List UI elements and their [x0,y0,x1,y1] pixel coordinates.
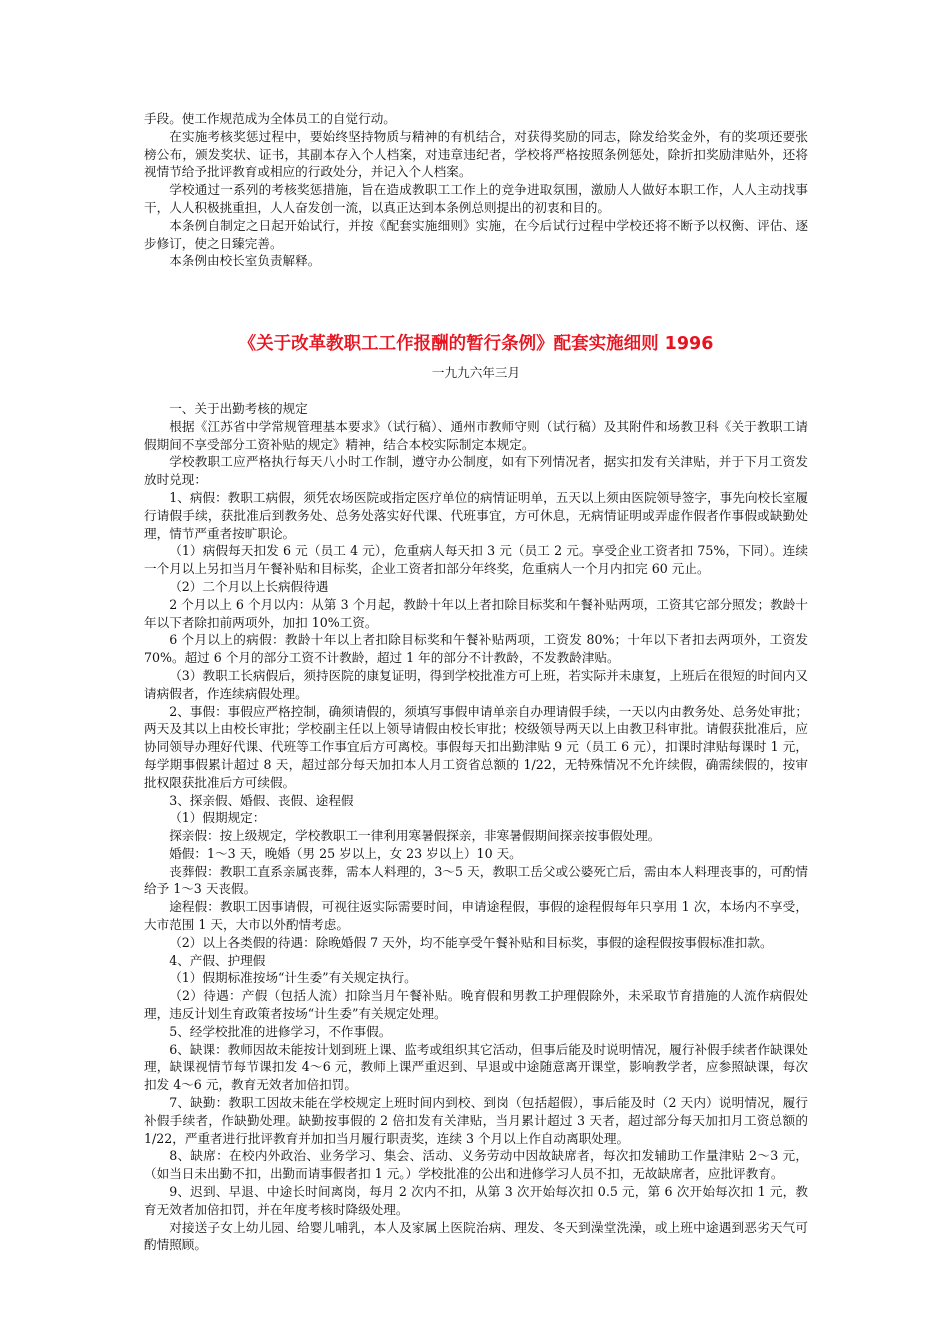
document-date: 一九九六年三月 [431,365,521,381]
paragraph: 6、缺课：教师因故未能按计划到班上课、监考或组织其它活动，但事后能及时说明情况，履行补假手续者作缺课处理，缺课视情节每节课扣发 4～6 元，教师上课严重迟到、早退或中途随意离开课堂，影响教学者，应参照缺课，每次扣发 4～6 元，教育无效者加倍扣罚。 [144,1041,808,1093]
body-section [144,400,808,1254]
paragraph: 途程假：教职工因事请假，可视往返实际需要时间，申请途程假，事假的途程假每年只享用 1 次，本场内不享受，大市范围 1 天，大市以外酌情考虑。 [144,899,808,933]
paragraph: （1）病假每天扣发 6 元（员工 4 元），危重病人每天扣 3 元（员工 2 元。享受企业工资者扣 75%，下同）。连续一个月以上另扣当月午餐补贴和目标奖，企业工资者扣部分年终奖，危重病人一个月内扣完 60 元止。 [144,543,808,577]
paragraph: 8、缺席：在校内外政治、业务学习、集会、活动、义务劳动中因故缺席者，每次扣发辅助工作量津贴 2～3 元，（如当日未出勤不扣，出勤而请事假者扣 1 元。）学校批准的公出和进修学习人员不扣，无故缺席者，应批评教育。 [144,1148,808,1182]
paragraph: （3）教职工长病假后，须持医院的康复证明，得到学校批准方可上班，若实际并未康复，上班后在很短的时间内又请病假者，作连续病假处理。 [144,667,808,701]
paragraph: 对接送子女上幼儿园、给婴儿哺乳，本人及家属上医院治病、理发、冬天到澡堂洗澡，或上班中途遇到恶劣天气可酌情照顾。 [144,1219,808,1253]
paragraph: 6 个月以上的病假：教龄十年以上者扣除目标奖和午餐补贴两项，工资发 80%；十年以下者扣去两项外，工资发 70%。超过 6 个月的部分工资不计教龄，超过 1 年的部分不计教龄，不发教龄津贴。 [144,632,808,666]
paragraph: 丧葬假：教职工直系亲属丧葬，需本人料理的，3～5 天，教职工岳父或公婆死亡后，需由本人料理丧事的，可酌情给予 1～3 天丧假。 [144,863,808,897]
paragraph: 9、迟到、早退、中途长时间离岗，每月 2 次内不扣，从第 3 次开始每次扣 0.5 元，第 6 次开始每次扣 1 元，教育无效者加倍扣罚，并在年度考核时降级处理。 [144,1184,808,1217]
paragraph: 1、病假：教职工病假，须凭农场医院或指定医疗单位的病情证明单，五天以上须由医院领导签字，事先向校长室履行请假手续，获批准后到教务处、总务处落实好代课、代班事宜，方可休息，无病情证明或弄虚作假者作事假或缺勤处理，情节严重者按旷职论。 [144,489,808,541]
paragraph: （2）以上各类假的待遇：除晚婚假 7 天外，均不能享受午餐补贴和目标奖，事假的途程假按事假标准扣款。 [169,934,773,950]
paragraph: 探亲假：按上级规定，学校教职工一律利用寒暑假探亲，非寒暑假期间探亲按事假处理。 [169,828,661,844]
paragraph: 学校教职工应严格执行每天八小时工作制，遵守办公制度，如有下列情况者，据实扣发有关津贴，并于下月工资发放时兑现： [144,454,808,488]
paragraph: （2）待遇：产假（包括人流）扣除当月午餐补贴。晚育假和男教工护理假除外，未采取节育措施的人流作病假处理，违反计划生育政策者按场“计生委”有关规定处理。 [144,988,808,1022]
intro-section [144,110,808,270]
paragraph: 3、探亲假、婚假、丧假、途程假 [169,792,354,808]
paragraph: （1）假期规定： [169,810,266,826]
document-page [144,110,808,1254]
paragraph: （2）二个月以上长病假待遇 [169,578,329,594]
paragraph: 2、事假：事假应严格控制，确须请假的，须填写事假申请单亲自办理请假手续，一天以内由教务处、总务处审批；两天及其以上由校长审批；学校副主任以上领导请假由校长审批；校级领导两天以上由教卫科审批。请假获批准后，应协同领导办理好代课、代班等工作事宜后方可离校。事假每天扣出勤津贴 9 元（员工 6 元），扣课时津贴每课时 1 元，每学期事假累计超过 8 天，超过部分每天加扣本人月工资省总额的 1/22，无特殊情况不允许续假，确需续假的，按审批权限获批准后方可续假。 [144,703,808,790]
paragraph: 学校通过一系列的考核奖惩措施，旨在造成教职工工作上的竞争进取氛围，激励人人做好本职工作，人人主动找事干，人人积极挑重担，人人奋发创一流，以真正达到本条例总则提出的初衷和目的。 [144,182,808,215]
document-title: 《关于改革教职工工作报酬的暂行条例》配套实施细则 1996 [238,334,714,355]
paragraph: 本条例由校长室负责解释。 [169,253,321,269]
paragraph: 根据《江苏省中学常规管理基本要求》（试行稿）、通州市教师守则（试行稿）及其附件和场教卫科《关于教职工请假期间不享受部分工资补贴的规定》精神，结合本校实际制定本规定。 [144,418,808,452]
paragraph: 一、关于出勤考核的规定 [169,400,308,416]
paragraph: （1）假期标准按场“计生委”有关规定执行。 [169,970,417,986]
paragraph: 4、产假、护理假 [169,952,266,968]
paragraph: 在实施考核奖惩过程中，要始终坚持物质与精神的有机结合，对获得奖励的同志，除发给奖金外，有的奖项还要张榜公布，颁发奖状、证书，其副本存入个人档案，对违章违纪者，学校将严格按照条例惩处，除折扣奖励津贴外，还将视情节给予批评教育或相应的行政处分，并记入个人档案。 [144,128,808,180]
paragraph: 2 个月以上 6 个月以内：从第 3 个月起，教龄十年以上者扣除目标奖和午餐补贴两项，工资其它部分照发；教龄十年以下者除扣前两项外，加扣 10%工资。 [144,596,808,630]
paragraph: 手段。使工作规范成为全体员工的自觉行动。 [144,111,396,126]
paragraph: 本条例自制定之日起开始试行，并按《配套实施细则》实施，在今后试行过程中学校还将不断予以权衡、评估、逐步修订，使之日臻完善。 [144,217,808,251]
paragraph: 5、经学校批准的进修学习，不作事假。 [169,1023,392,1039]
paragraph: 7、缺勤：教职工因故未能在学校规定上班时间内到校、到岗（包括超假），事后能及时（2 天内）说明情况，履行补假手续者，作缺勤处理。缺勤按事假的 2 倍扣发有关津贴，当月累计超过 3 天者，超过部分每天加扣月工资总额的 1/22，严重者进行批评教育并加扣当月履行职责奖，连续 3 个月以上作自动离职处理。 [144,1095,808,1146]
paragraph: 婚假：1～3 天，晚婚（男 25 岁以上，女 23 岁以上）10 天。 [169,845,522,861]
